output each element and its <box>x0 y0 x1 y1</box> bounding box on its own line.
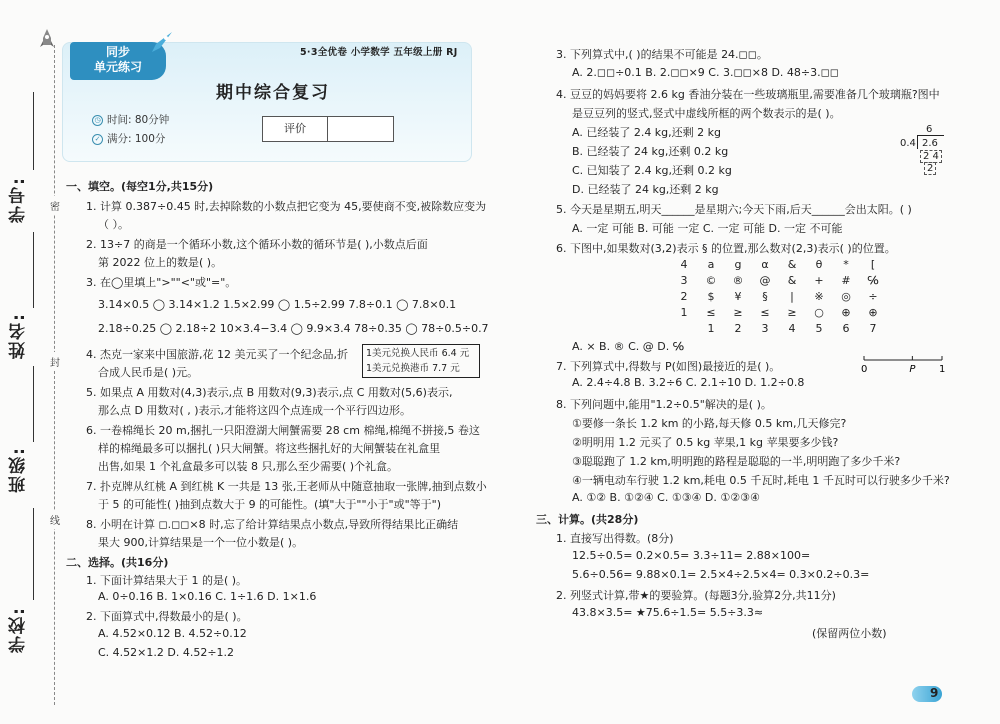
grid-col-label: 3 <box>761 322 769 335</box>
grid-cell: g <box>734 258 742 271</box>
time-info <box>92 112 169 127</box>
grid-cell: © <box>705 274 717 287</box>
number-line <box>860 352 950 378</box>
choice2-options-cd: C. 4.52×1.2 D. 4.52÷1.2 <box>98 646 235 659</box>
grid-col-label: 1 <box>707 322 715 335</box>
q8-line2: 果大 900,计算结果是一个一位小数是( )。 <box>98 536 304 549</box>
choice8-item2: ②明明用 1.2 元买了 0.5 kg 苹果,1 kg 苹果要多少钱? <box>572 436 839 449</box>
ld-quotient: 6 <box>926 124 933 135</box>
field-line-student-id[interactable] <box>33 92 34 170</box>
field-line-class[interactable] <box>33 366 34 442</box>
badge-top: 同步 <box>105 45 130 59</box>
field-label-class: 班级: <box>9 446 29 493</box>
grid-cell: & <box>787 274 797 287</box>
calc2-problems: 43.8×3.5= ★75.6÷1.5= 5.5÷3.3≈ <box>572 606 764 619</box>
q6-line2: 样的棉绳最多可以捆扎( )只大闸蟹。将这些捆扎好的大闸蟹装在礼盒里 <box>98 442 441 455</box>
choice4-line1: 4. 豆豆的妈妈要将 2.6 kg 香油分装在一些玻璃瓶里,需要准备几个玻璃瓶?图中 <box>556 88 940 101</box>
q6-line1: 6. 一卷棉绳长 20 m,捆扎一只阳澄湖大闸蟹需要 28 cm 棉绳,棉绳不拼接,5 卷这 <box>86 424 480 437</box>
choice4-option-d: D. 已经装了 24 kg,还剩 2 kg <box>572 183 719 196</box>
grid-row-label: 1 <box>680 306 688 319</box>
grid-col-label: 5 <box>815 322 823 335</box>
q2-line2: 第 2022 位上的数是( )。 <box>98 256 223 269</box>
evaluation-label: 评价 <box>263 117 328 141</box>
choice8-item3: ③聪聪跑了 1.2 km,明明跑的路程是聪聪的一半,明明跑了多少千米? <box>572 455 901 468</box>
score-text: 满分: 100分 <box>107 133 166 145</box>
grid-row-label: 2 <box>680 290 688 303</box>
grid-cell: | <box>790 290 794 303</box>
grid-cell: ≤ <box>760 306 770 319</box>
grid-row-label: 4 <box>680 258 688 271</box>
grid-cell: § <box>762 290 768 303</box>
grid-cell: ○ <box>814 306 824 319</box>
ld-line1: 2.6 <box>922 138 938 149</box>
grid-col-label: 7 <box>869 322 877 335</box>
long-division-diagram <box>900 126 946 174</box>
choice2-options-ab: A. 4.52×0.12 B. 4.52÷0.12 <box>98 627 247 640</box>
field-label-name: 姓名: <box>9 312 29 359</box>
section-2-heading: 二、选择。(共16分) <box>66 556 169 569</box>
q5-line1: 5. 如果点 A 用数对(4,3)表示,点 B 用数对(9,3)表示,点 C 用数对(5,6)表示, <box>86 386 453 399</box>
q6-line3: 出售,如果 1 个礼盒最多可以装 8 只,那么至少需要( )个礼盒。 <box>98 460 399 473</box>
grid-cell: ≥ <box>787 306 797 319</box>
calc1-row1: 12.5÷0.5= 0.2×0.5= 3.3÷11= 2.88×100= <box>572 549 811 562</box>
grid-cell: ⊕ <box>841 306 851 319</box>
choice4-option-c: C. 已知装了 2.4 kg,还剩 0.2 kg <box>572 164 732 177</box>
rocket-badge-icon <box>146 30 176 56</box>
ld-divisor: 0.4 <box>900 138 916 149</box>
grid-cell: [ <box>870 258 876 271</box>
choice8-options: A. ①② B. ①②④ C. ①③④ D. ①②③④ <box>572 491 760 504</box>
choice2-question: 2. 下面算式中,得数最小的是( )。 <box>86 610 248 623</box>
choice8-question: 8. 下列问题中,能用"1.2÷0.5"解决的是( )。 <box>556 398 772 411</box>
binding-dashed-line <box>54 45 55 705</box>
grid-cell: @ <box>759 274 771 287</box>
calc1-heading: 1. 直接写出得数。(8分) <box>556 532 674 545</box>
choice4-option-a: A. 已经装了 2.4 kg,还剩 2 kg <box>572 126 722 139</box>
grid-row-label: 3 <box>680 274 688 287</box>
grid-col-label: 2 <box>734 322 742 335</box>
badge-bottom: 单元练习 <box>93 60 142 74</box>
grid-cell: + <box>814 274 824 287</box>
choice8-item4: ④一辆电动车行驶 1.2 km,耗电 0.5 千瓦时,耗电 1 千瓦时可以行驶多少千米? <box>572 474 950 487</box>
q3-line1: 3. 在◯里填上">""<"或"="。 <box>86 276 237 289</box>
ld-bar <box>918 135 944 136</box>
grid-cell: ℅ <box>867 274 879 287</box>
choice5-question: 5. 今天是星期五,明天______是星期六;今天下雨,后天______会出太阳。( ) <box>556 203 912 216</box>
score-info <box>92 131 165 146</box>
q7-line1: 7. 扑克牌从红桃 A 到红桃 K 一共是 13 张,王老师从中随意抽取一张牌,抽到点数小 <box>86 480 487 493</box>
ld-line2: 2 4 <box>920 150 942 163</box>
field-label-school: 学校: <box>9 606 29 653</box>
grid-col-label: 4 <box>788 322 796 335</box>
grid-cell: ≤ <box>706 306 716 319</box>
number-line-label-start: 0 <box>861 364 868 375</box>
grid-cell: ¥ <box>734 290 742 303</box>
exchange-rate-hkd: 1美元兑换港币 7.7 元 <box>366 363 460 374</box>
choice8-item1: ①要修一条长 1.2 km 的小路,每天修 0.5 km,几天修完? <box>572 417 847 430</box>
q7-line2: 于 5 的可能性( )抽到点数大于 9 的可能性。(填"大于""小于"或"等于") <box>98 498 442 511</box>
q2-line1: 2. 13÷7 的商是一个循环小数,这个循环小数的循环节是( ),小数点后面 <box>86 238 428 251</box>
grid-cell: ≥ <box>733 306 743 319</box>
calc2-heading: 2. 列竖式计算,带★的要验算。(每题3分,验算2分,共11分) <box>556 589 836 602</box>
exchange-rate-rmb: 1美元兑换人民币 6.4 元 <box>366 348 470 359</box>
book-series-line: 5·3全优卷 小学数学 五年级上册 RJ <box>300 47 458 58</box>
choice3-options: A. 2.◻◻÷0.1 B. 2.◻◻×9 C. 3.◻◻×8 D. 48÷3.◻◻ <box>572 66 839 79</box>
page-title: 期中综合复习 <box>216 83 330 103</box>
rocket-icon <box>38 28 56 50</box>
seal-char-mi: 密 <box>50 196 60 215</box>
ld-line3: 2 <box>924 162 936 175</box>
choice6-question: 6. 下图中,如果数对(3,2)表示 § 的位置,那么数对(2,3)表示( )的位置。 <box>556 242 896 255</box>
exchange-rate-box <box>362 344 480 378</box>
time-text: 时间: 80分钟 <box>107 114 170 126</box>
field-line-name[interactable] <box>33 232 34 308</box>
choice6-options: A. × B. ® C. @ D. ℅ <box>572 340 684 353</box>
choice3-question: 3. 下列算式中,( )的结果不可能是 24.◻◻。 <box>556 48 768 61</box>
grid-cell: $ <box>707 290 715 303</box>
q8-line1: 8. 小明在计算 ◻.◻◻×8 时,忘了给计算结果点小数点,导致所得结果比正确结 <box>86 518 459 531</box>
grid-cell: * <box>843 258 849 271</box>
clock-icon: ◷ <box>92 115 103 126</box>
q1-line1: 1. 计算 0.387÷0.45 时,去掉除数的小数点把它变为 45,要使商不变,被除数应变为 <box>86 200 487 213</box>
choice7-question: 7. 下列算式中,得数与 P(如图)最接近的是( )。 <box>556 360 781 373</box>
grid-col-label: 6 <box>842 322 850 335</box>
check-icon: ✓ <box>92 134 103 145</box>
q3-row1: 3.14×0.5 ◯ 3.14×1.2 1.5×2.99 ◯ 1.5÷2.99 7.8÷0.1 ◯ 7.8×0.1 <box>98 298 457 311</box>
choice4-line2: 是豆豆列的竖式,竖式中虚线所框的两个数表示的是( )。 <box>572 107 841 120</box>
q4-line2: 合成人民币是( )元。 <box>98 366 199 379</box>
grid-cell: ® <box>732 274 744 287</box>
grid-cell: ⊕ <box>868 306 878 319</box>
q4-line1: 4. 杰克一家来中国旅游,花 12 美元买了一个纪念品,折 <box>86 348 348 361</box>
symbol-grid <box>672 258 912 338</box>
grid-cell: & <box>787 258 797 271</box>
choice7-options: A. 2.4÷4.8 B. 3.2÷6 C. 2.1÷10 D. 1.2÷0.8 <box>572 376 805 389</box>
seal-char-xian: 线 <box>50 510 60 529</box>
field-label-student-id: 学号: <box>9 176 29 223</box>
grid-cell: a <box>707 258 715 271</box>
section-1-heading: 一、填空。(每空1分,共15分) <box>66 180 214 193</box>
number-line-label-end: 1 <box>939 364 946 375</box>
grid-cell: ÷ <box>868 290 878 303</box>
choice4-option-b: B. 已经装了 24 kg,还剩 0.2 kg <box>572 145 729 158</box>
field-line-school[interactable] <box>33 508 34 600</box>
section-3-heading: 三、计算。(共28分) <box>536 513 639 526</box>
calc2-rounding-note: (保留两位小数) <box>812 627 887 640</box>
q5-line2: 那么点 D 用数对( , )表示,才能将这四个点连成一个平行四边形。 <box>98 404 412 417</box>
grid-cell: ◎ <box>841 290 851 303</box>
evaluation-box <box>262 116 394 142</box>
seal-char-feng: 封 <box>50 352 60 371</box>
choice5-options: A. 一定 可能 B. 可能 一定 C. 一定 可能 D. 一定 不可能 <box>572 222 843 235</box>
grid-cell: α <box>761 258 769 271</box>
q3-row2: 2.18÷0.25 ◯ 2.18÷2 10×3.4−3.4 ◯ 9.9×3.4 78÷0.35 ◯ 78÷0.5÷0.7 <box>98 322 489 335</box>
grid-cell: ※ <box>814 290 824 303</box>
number-line-label-p: P <box>909 364 916 375</box>
choice1-options: A. 0÷0.16 B. 1×0.16 C. 1÷1.6 D. 1×1.6 <box>98 590 317 603</box>
ld-bracket <box>917 135 918 149</box>
choice1-question: 1. 下面计算结果大于 1 的是( )。 <box>86 574 248 587</box>
q1-line2: （ ）。 <box>98 218 129 231</box>
page-number: 9 <box>930 686 939 700</box>
grid-cell: # <box>841 274 851 287</box>
grid-cell: θ <box>815 258 823 271</box>
calc1-row2: 5.6÷0.56= 9.88×0.1= 2.5×4÷2.5×4= 0.3×0.2÷0.3= <box>572 568 870 581</box>
